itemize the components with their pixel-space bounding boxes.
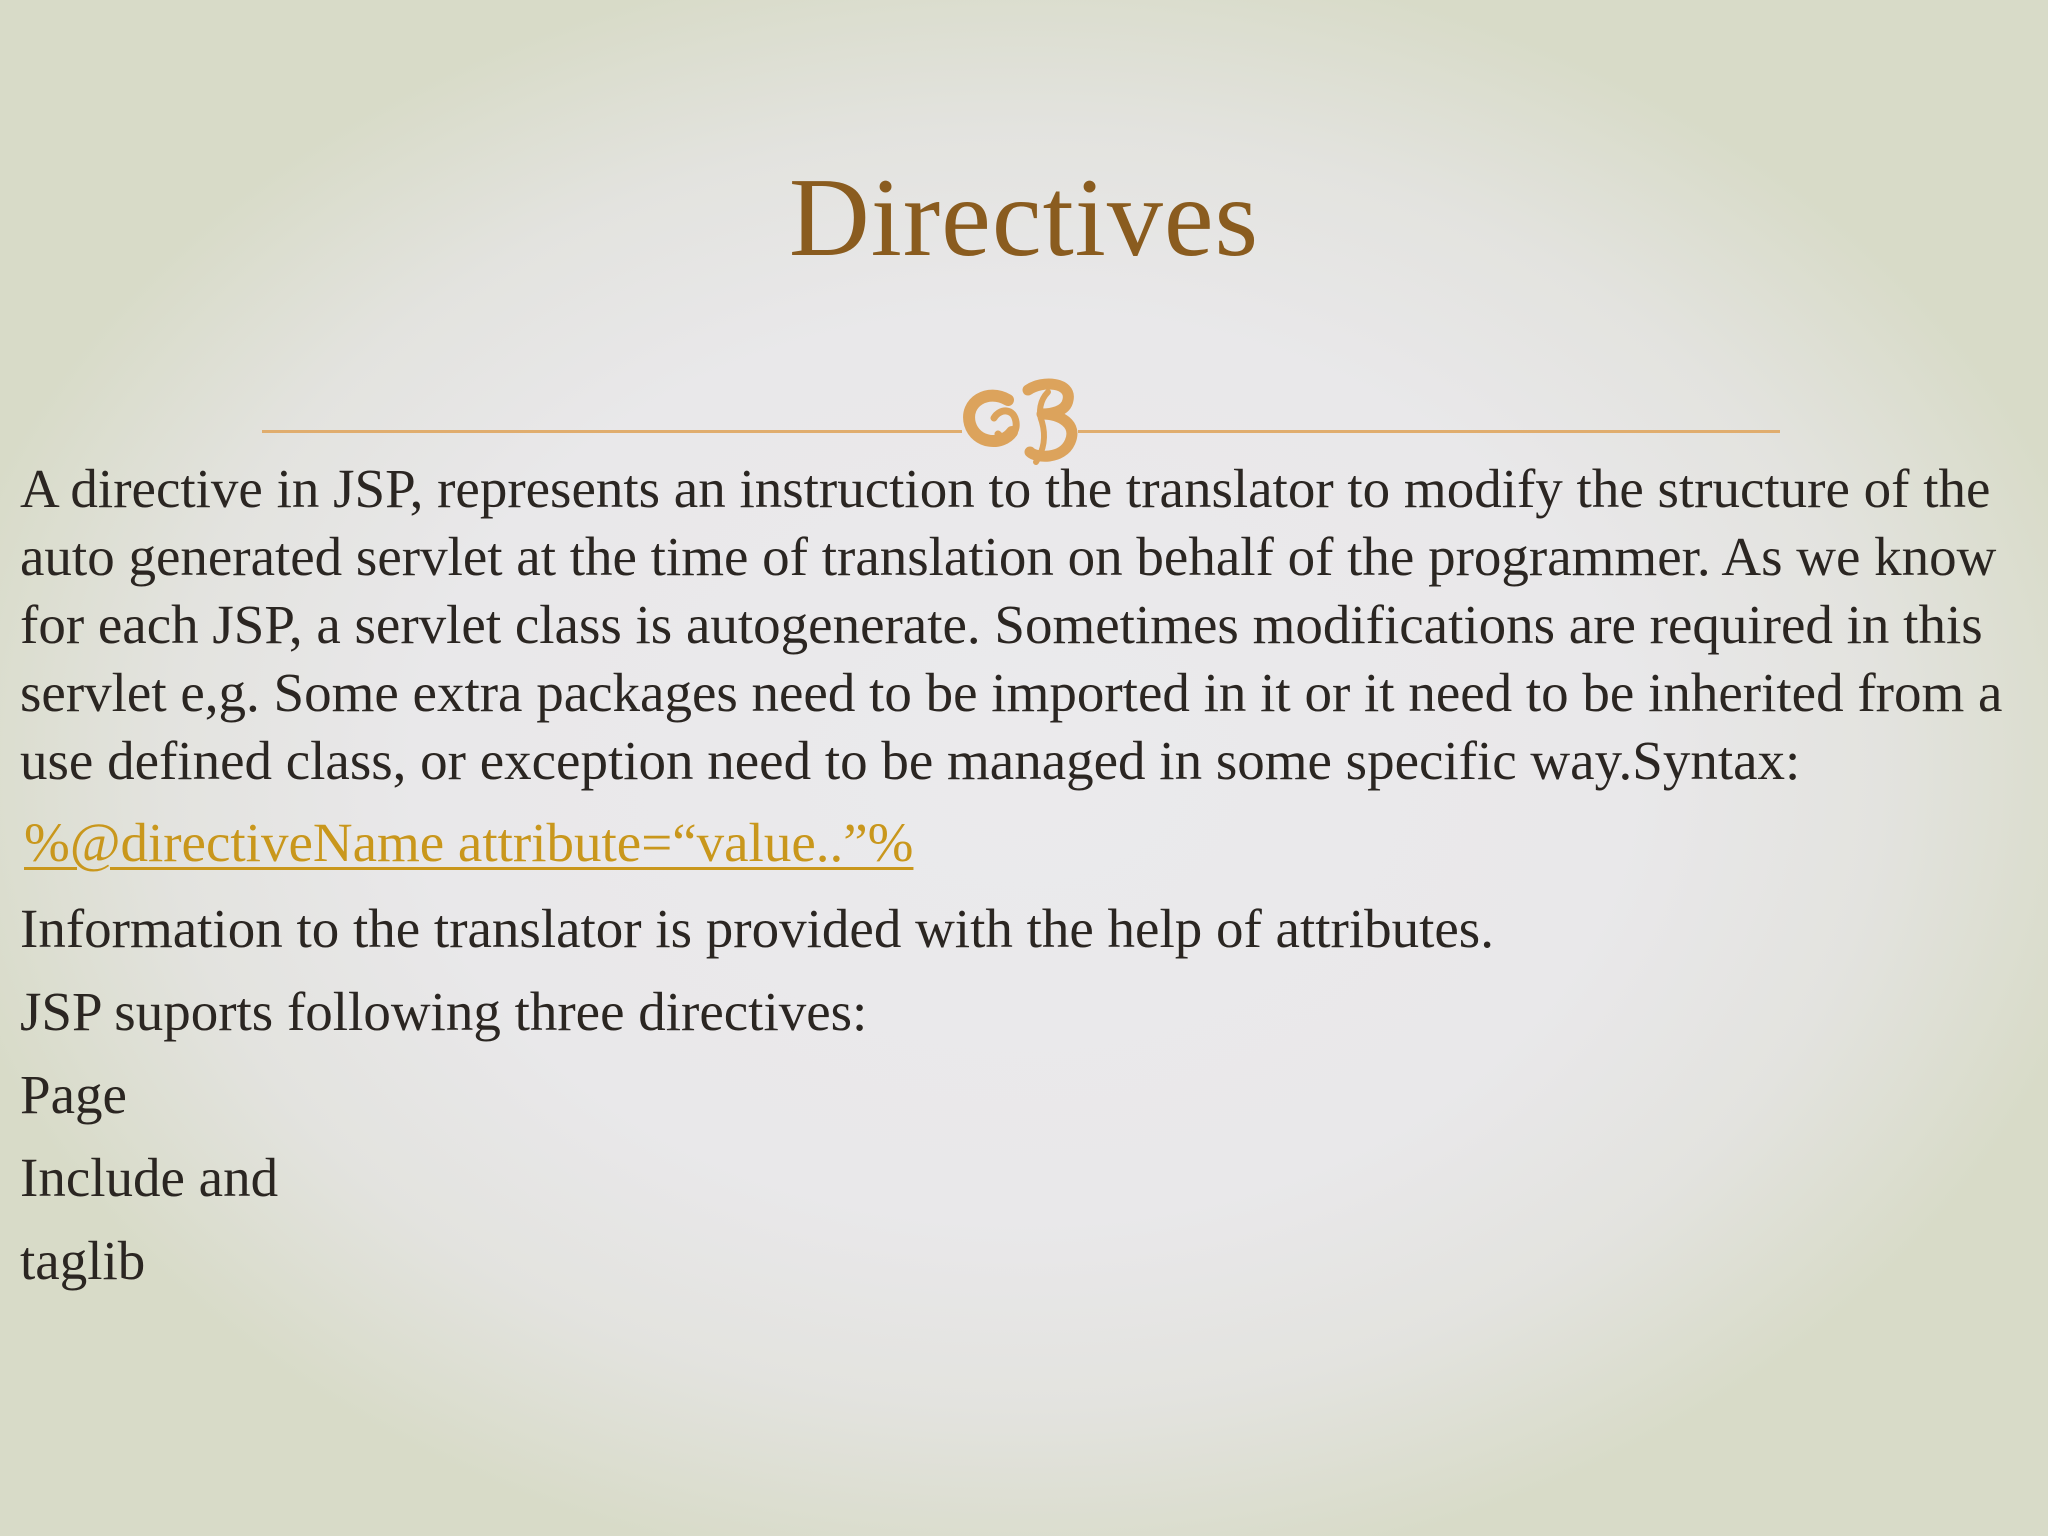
- title-divider-left: [262, 430, 962, 433]
- info-text: Information to the translator is provided with the help of attributes.: [20, 898, 1494, 959]
- supports-text: JSP suports following three directives:: [20, 981, 868, 1042]
- slide-title: Directives: [788, 156, 1260, 280]
- syntax-link[interactable]: %@directiveName attribute=“value..”%: [24, 812, 914, 873]
- slide-body: [20, 455, 2030, 1302]
- body-paragraph: A directive in JSP, represents an instruction to the translator to modify the structure of the auto generated servlet at the time of translation on behalf of the programmer. As we know for each JSP, a servlet class is autogenerate. Sometimes modifications are required in this servlet e,g. Some extra packages need to be imported in it or it need to be inherited from a use defined class, or exception need to be managed in some specific way.Syntax:: [20, 458, 2003, 791]
- title-divider-right: [1078, 430, 1780, 433]
- list-item-page: Page: [20, 1064, 127, 1125]
- list-item-include: Include and: [20, 1147, 279, 1208]
- list-item-taglib: taglib: [20, 1230, 146, 1291]
